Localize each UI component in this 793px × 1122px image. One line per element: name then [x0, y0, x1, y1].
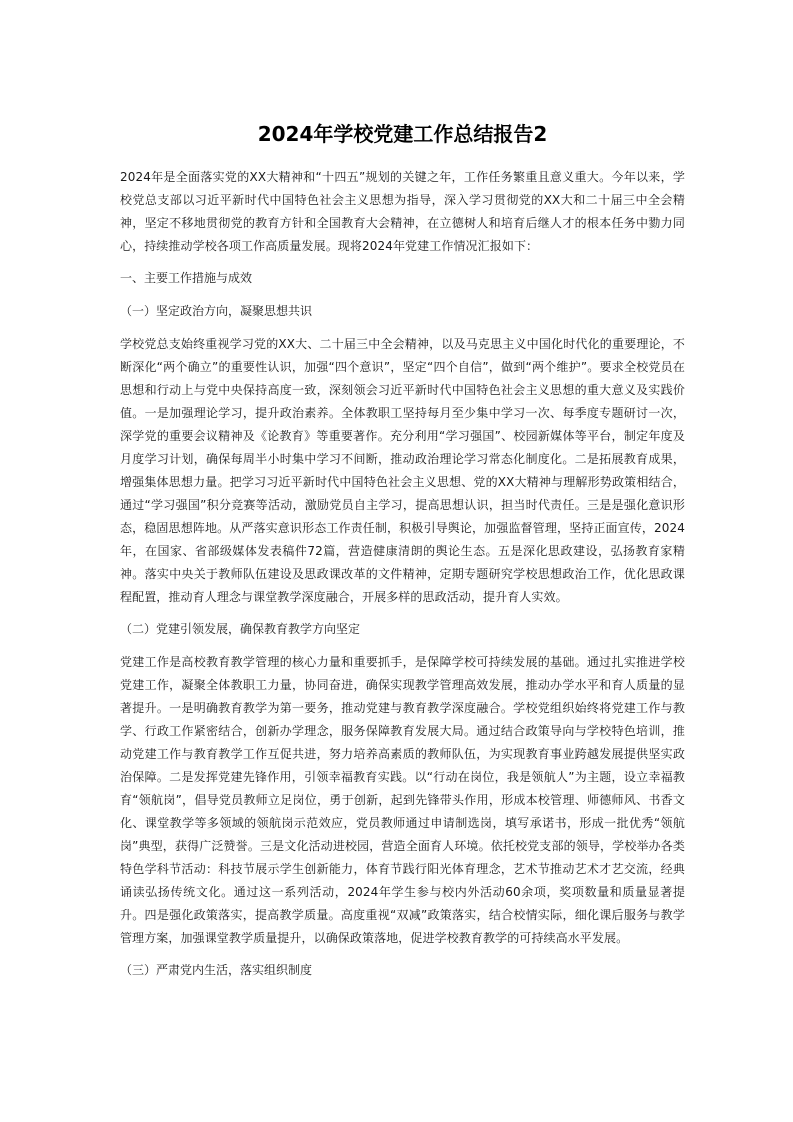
subsection-heading-party-leading: （二）党建引领发展，确保教育教学方向坚定	[120, 622, 361, 636]
document-title: 2024年学校党建工作总结报告2	[257, 122, 548, 146]
document-body	[120, 166, 685, 992]
subsection-heading-party-life: （三）严肃党内生活，落实组织制度	[120, 963, 313, 977]
subsection-body-party-leading: 党建工作是高校教育教学管理的核心力量和重要抓手，是保障学校可持续发展的基础。通过扎实推进学校党建工作，凝聚全体教职工力量，协同奋进，确保实现教学管理高效发展，推动办学水平和育人质量的显著提升。一是明确教育教学为第一要务，推动党建与教育教学深度融合。学校党组织始终将党建工作与教学、行政工作紧密结合，创新办学理念，服务保障教育发展大局。通过结合政策导向与学校特色培训，推动党建工作与教育教学工作互促共进，努力培养高素质的教师队伍，为实现教育事业跨越发展提供坚实政治保障。二是发挥党建先锋作用，引领幸福教育实践。以“行动在岗位，我是领航人”为主题，设立幸福教育“领航岗”，倡导党员教师立足岗位，勇于创新，起到先锋带头作用，形成本校管理、师德师风、书香文化、课堂教学等多领域的领航岗示范效应，党员教师通过申请制选岗，填写承诺书，形成一批优秀“领航岗”典型，获得广泛赞誉。三是文化活动进校园，营造全面育人环境。依托校党支部的领导，学校举办各类特色学科节活动：科技节展示学生创新能力，体育节践行阳光体育理念，艺术节推动艺术才艺交流，经典诵读弘扬传统文化。通过这一系列活动，2024年学生参与校内外活动60余项，奖项数量和质量显著提升。四是强化政策落实，提高教学质量。高度重视“双减”政策落实，结合校情实际，细化课后服务与教学管理方案，加强课堂教学质量提升，以确保政策落地，促进学校教育教学的可持续高水平发展。	[120, 655, 685, 945]
intro-paragraph: 2024年是全面落实党的XX大精神和“十四五”规划的关键之年，工作任务繁重且意义重大。今年以来，学校党总支部以习近平新时代中国特色社会主义思想为指导，深入学习贯彻党的XX大和二十届三中全会精神，坚定不移地贯彻党的教育方针和全国教育大会精神，在立德树人和培育后继人才的根本任务中勠力同心，持续推动学校各项工作高质量发展。现将2024年党建工作情况汇报如下：	[120, 170, 685, 253]
subsection-heading-political-direction: （一）坚定政治方向，凝聚思想共识	[120, 304, 313, 318]
section-heading-main-measures: 一、主要工作措施与成效	[120, 271, 253, 285]
subsection-body-political-direction: 学校党总支始终重视学习党的XX大、二十届三中全会精神，以及马克思主义中国化时代化的重要理论，不断深化“两个确立”的重要性认识，加强“四个意识”，坚定“四个自信”，做到“两个维护”。要求全校党员在思想和行动上与党中央保持高度一致，深刻领会习近平新时代中国特色社会主义思想的重大意义及实践价值。一是加强理论学习，提升政治素养。全体教职工坚持每月至少集中学习一次、每季度专题研讨一次，深学党的重要会议精神及《论教育》等重要著作。充分利用“学习强国”、校园新媒体等平台，制定年度及月度学习计划，确保每周半小时集中学习不间断，推动政治理论学习常态化制度化。二是拓展教育成果，增强集体思想力量。把学习习近平新时代中国特色社会主义思想、党的XX大精神与理解形势政策相结合，通过“学习强国”积分竞赛等活动，激励党员自主学习，提高思想认识，担当时代责任。三是是强化意识形态，稳固思想阵地。从严落实意识形态工作责任制，积极引导舆论，加强监督管理，坚持正面宣传，2024年，在国家、省部级媒体发表稿件72篇，营造健康清朗的舆论生态。五是深化思政建设，弘扬教育家精神。落实中央关于教师队伍建设及思政课改革的文件精神，定期专题研究学校思想政治工作，优化思政课程配置，推动育人理念与课堂教学深度融合，开展多样的思政活动，提升育人实效。	[120, 337, 685, 604]
